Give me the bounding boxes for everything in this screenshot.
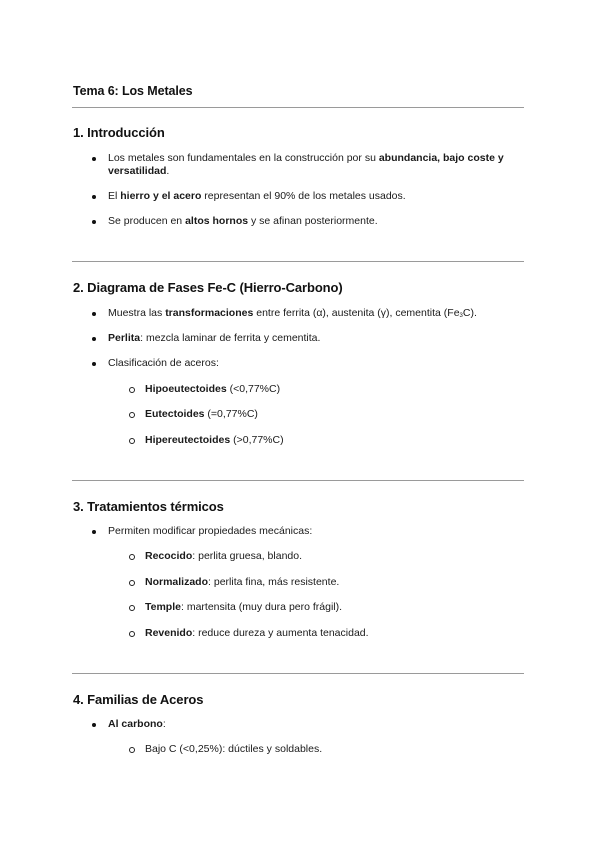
sub-list-item: Hipereutectoides (>0,77%C) <box>145 434 525 447</box>
section-divider <box>72 107 524 108</box>
bullet-icon <box>92 530 96 534</box>
bullet-icon <box>92 195 96 199</box>
circle-bullet-icon <box>129 631 135 637</box>
section-divider <box>72 261 524 262</box>
list-item: Perlita: mezcla laminar de ferrita y cementita. <box>108 332 528 345</box>
bullet-icon <box>92 157 96 161</box>
bullet-icon <box>92 312 96 316</box>
bullet-icon <box>92 723 96 727</box>
sub-list-item: Hipoeutectoides (<0,77%C) <box>145 383 525 396</box>
list-item: Clasificación de aceros: <box>108 357 528 370</box>
bullet-icon <box>92 220 96 224</box>
sub-list-item: Temple: martensita (muy dura pero frágil). <box>145 601 525 614</box>
sub-list-item: Bajo C (<0,25%): dúctiles y soldables. <box>145 743 525 756</box>
section-divider <box>72 673 524 674</box>
bullet-icon <box>92 337 96 341</box>
list-item: El hierro y el acero representan el 90% de los metales usados. <box>108 190 528 203</box>
circle-bullet-icon <box>129 580 135 586</box>
bullet-icon <box>92 362 96 366</box>
circle-bullet-icon <box>129 387 135 393</box>
circle-bullet-icon <box>129 412 135 418</box>
circle-bullet-icon <box>129 747 135 753</box>
list-item: Se producen en altos hornos y se afinan posteriormente. <box>108 215 528 228</box>
circle-bullet-icon <box>129 438 135 444</box>
document-title: Tema 6: Los Metales <box>73 84 193 98</box>
sub-list-item: Eutectoides (=0,77%C) <box>145 408 525 421</box>
circle-bullet-icon <box>129 554 135 560</box>
sub-list-item: Recocido: perlita gruesa, blando. <box>145 550 525 563</box>
section-1-heading: 1. Introducción <box>73 125 165 140</box>
circle-bullet-icon <box>129 605 135 611</box>
list-item: Al carbono: <box>108 718 528 731</box>
section-2-heading: 2. Diagrama de Fases Fe-C (Hierro-Carbono) <box>73 280 343 295</box>
section-divider <box>72 480 524 481</box>
section-4-heading: 4. Familias de Aceros <box>73 692 204 707</box>
sub-list-item: Revenido: reduce dureza y aumenta tenacidad. <box>145 627 525 640</box>
list-item: Muestra las transformaciones entre ferrita (α), austenita (γ), cementita $(Fe_3C)$. <box>108 307 528 323</box>
list-item: Permiten modificar propiedades mecánicas: <box>108 525 528 538</box>
section-3-heading: 3. Tratamientos térmicos <box>73 499 224 514</box>
list-item: Los metales son fundamentales en la construcción por su abundancia, bajo coste y versatilidad. <box>108 152 528 178</box>
sub-list-item: Normalizado: perlita fina, más resistente. <box>145 576 525 589</box>
